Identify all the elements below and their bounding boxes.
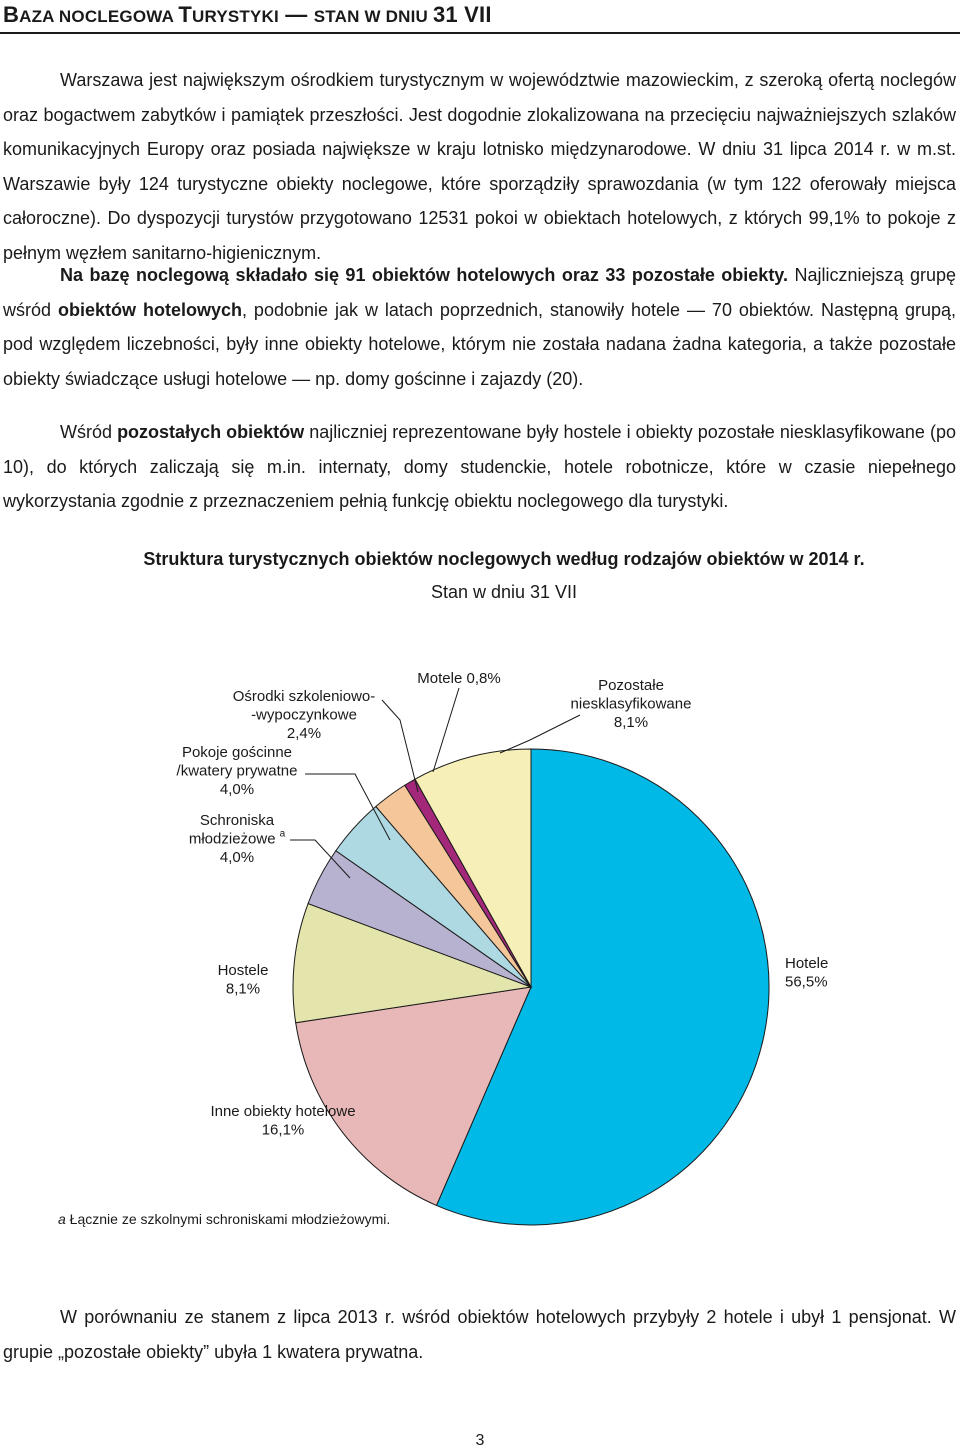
heading-part: AZA NOCLEGOWA bbox=[19, 7, 179, 26]
pie-slice-label-line: 4,0% bbox=[219, 849, 255, 866]
heading-part: STAN W DNIU bbox=[313, 7, 433, 26]
pie-slice-label-line: Inne obiekty hotelowe bbox=[210, 1103, 356, 1120]
chart-title: Struktura turystycznych obiektów noclegowych według rodzajów obiektów w 2014 r. bbox=[143, 549, 865, 569]
pie-slice-label bbox=[233, 688, 376, 742]
paragraph-text: W porównaniu ze stanem z lipca 2013 r. wśród obiektów hotelowych przybyły 2 hotele i ubył 1 pensjonat. W grupie „pozostałe obiekty” ubyła 1 kwatera prywatna. bbox=[3, 1307, 956, 1362]
paragraph-text: , podobnie jak w latach poprzednich, stanowiły hotele — 70 obiektów. Następną grupą, pod względem liczebności, były inne obiekty hotelowe, którym nie została nadana żadna kategoria, a także pozostałe obiekty świadczące usługi hotelowe — np. domy gościnne i zajazdy (20). bbox=[3, 299, 957, 389]
pie-slice-label bbox=[417, 670, 500, 687]
pie-slice-label-line: 2,4% bbox=[286, 725, 322, 742]
pie-slice-label-line: Schroniska bbox=[199, 812, 275, 829]
footnote bbox=[58, 1211, 390, 1227]
leader-line bbox=[433, 688, 459, 772]
pie-slice-label-line: 56,5% bbox=[785, 973, 828, 991]
heading-rule bbox=[0, 32, 960, 34]
intro-paragraph bbox=[3, 63, 956, 270]
pie-slice-label bbox=[177, 744, 298, 798]
pie-chart bbox=[0, 640, 960, 1200]
pie-slice-label-line: Pozostałe bbox=[598, 677, 664, 694]
heading-part: B bbox=[3, 2, 20, 27]
footnote-text: Łącznie ze szkolnymi schroniskami młodzieżowymi. bbox=[65, 1211, 391, 1227]
heading-part: — bbox=[278, 2, 314, 27]
page-number: 3 bbox=[475, 1432, 485, 1449]
pie-slice-label bbox=[218, 962, 269, 998]
pie-slice-label-line: młodzieżowe bbox=[188, 830, 276, 848]
pie-slice-label-line: Motele 0,8% bbox=[417, 670, 501, 687]
pie-slice-label bbox=[571, 677, 692, 731]
section-heading bbox=[3, 2, 492, 28]
footnote-mark: a bbox=[58, 1211, 66, 1227]
pie-slice-label-line: Hostele bbox=[217, 962, 269, 979]
pie-slice-label-line: niesklasyfikowane bbox=[570, 695, 692, 713]
pie-slice-label-line: -wypoczynkowe bbox=[251, 706, 357, 724]
pie-slice-label bbox=[189, 812, 286, 866]
pie-slice-label-line: 4,0% bbox=[219, 781, 255, 798]
paragraph-bold: pozostałych obiektów bbox=[117, 422, 305, 442]
comparison-paragraph bbox=[3, 1300, 956, 1369]
leader-line bbox=[382, 700, 418, 792]
heading-part: T bbox=[178, 2, 192, 27]
pie-slice-label-line: 8,1% bbox=[225, 980, 261, 998]
heading-part: 31 VII bbox=[432, 2, 492, 27]
pie-slice-label-line: 16,1% bbox=[261, 1121, 305, 1139]
footnote-mark: a bbox=[279, 828, 286, 840]
chart-subtitle: Stan w dniu 31 VII bbox=[430, 582, 578, 602]
paragraph-text: najliczniej reprezentowane były hostele i obiekty pozostałe niesklasyfikowane (po 10), do których zaliczają się m.in. internaty, domy studenckie, hotele robotnicze, które w czasie niepełnego wykorzystania zgodnie z przeznaczeniem pełnią funkcję obiektu noclegowego dla turystyki. bbox=[3, 422, 956, 511]
pie-slice-label-line: Pokoje gościnne bbox=[181, 744, 293, 761]
heading-part: URYSTYKI bbox=[192, 7, 279, 26]
structure-paragraph bbox=[3, 258, 956, 396]
other-objects-paragraph bbox=[3, 415, 956, 519]
paragraph-text: Wśród bbox=[60, 422, 118, 442]
pie-slice-label bbox=[785, 955, 828, 991]
pie-slice-label-line: /kwatery prywatne bbox=[176, 762, 298, 780]
paragraph-bold: Na bazę noclegową składało się 91 obiektów hotelowych oraz 33 pozostałe obiekty. bbox=[60, 265, 788, 285]
pie-slice-label-line: 8,1% bbox=[613, 714, 649, 731]
paragraph-text: Warszawa jest największym ośrodkiem turystycznym w województwie mazowieckim, z szeroką ofertą noclegów oraz bogactwem zabytków i pamiątek przeszłości. Jest dogodnie zlokalizowana na przecięciu najważniejszych szlaków komunikacyjnych Europy oraz posiada największe w kraju lotnisko międzynarodowe. W dniu 31 lipca 2014 r. w m.st. Warszawie były 124 turystyczne obiekty noclegowe, które sporządziły sprawozdania (w tym 122 oferowały miejsca całoroczne). Do dyspozycji turystów przygotowano 12531 pokoi w obiektach hotelowych, z których 99,1% to pokoje z pełnym węzłem sanitarno-higienicznym. bbox=[3, 70, 956, 263]
pie-slice-label-line: Ośrodki szkoleniowo- bbox=[232, 688, 376, 705]
leader-line bbox=[500, 715, 580, 753]
pie-slice-label-line: Hotele bbox=[785, 955, 829, 972]
paragraph-bold: obiektów hotelowych bbox=[57, 299, 242, 320]
paragraph-text: Najliczniejszą grupę wśród bbox=[3, 265, 957, 320]
